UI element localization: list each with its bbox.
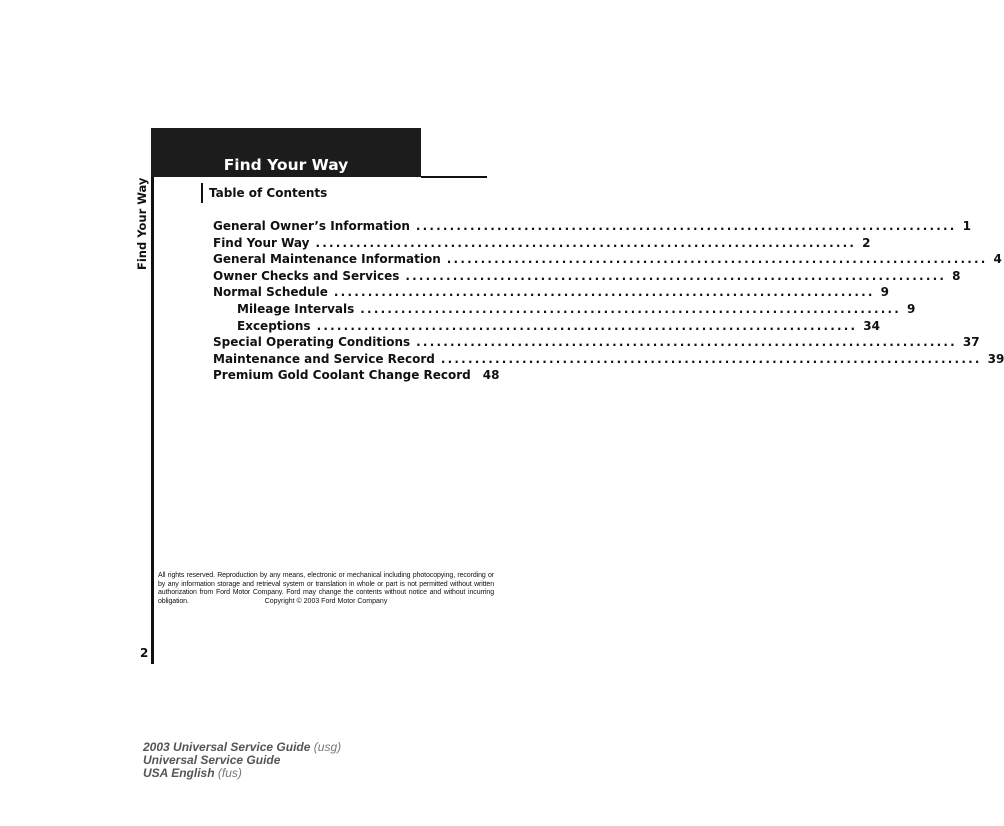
toc-entry-page: 39	[987, 351, 1004, 366]
toc-entry-page: 34	[863, 318, 880, 333]
toc-entry[interactable]	[213, 351, 1004, 369]
toc-entry-label: Owner Checks and Services	[213, 268, 400, 283]
toc-leader-dots: ................................................................................	[446, 252, 988, 267]
toc-entry-page: 1	[962, 219, 971, 233]
toc-leader-dots: ................................................................................	[360, 301, 901, 316]
toc-entry-page: 4	[993, 252, 1002, 267]
toc-leader-dots: ................................................................................	[333, 285, 875, 300]
toc-entry-page: 48	[482, 368, 500, 383]
toc-entry[interactable]	[213, 219, 971, 236]
toc-leader-dots: ................................................................................	[440, 351, 982, 366]
legal-notice: All rights reserved. Reproduction by any means, electronic or mechanical including photocopying, recording or by any information storage and retrieval system or translation in whole or part is not permitted without written authorization from Ford Motor Company. Ford may change the contents without notice and without incurring obligation.	[158, 572, 494, 605]
toc-entry-label: Normal Schedule	[213, 285, 328, 300]
toc-entry-label: Exceptions	[237, 318, 311, 333]
toc-entry-label: Find Your Way	[213, 235, 310, 250]
toc-entry[interactable]	[213, 268, 961, 286]
footer-guide-title: 2003 Universal Service Guide	[143, 740, 311, 754]
footer-line-3	[143, 767, 341, 780]
toc-leader-dots: ................................................................................	[405, 268, 947, 283]
toc-entry-label: Maintenance and Service Record	[213, 351, 435, 366]
header-underline	[421, 176, 487, 178]
toc-entry-page: 37	[962, 335, 980, 350]
toc-leader-dots: ................................................................................	[316, 318, 858, 333]
page-number: 2	[140, 646, 149, 660]
toc-entry-page: 8	[952, 268, 961, 283]
left-margin-rule	[151, 128, 154, 664]
toc-entry-page: 9	[906, 301, 916, 316]
footer-language-code: (fus)	[217, 766, 242, 780]
footer-guide-name: Universal Service Guide	[143, 753, 281, 767]
toc-entry-label: Special Operating Conditions	[213, 335, 411, 350]
footer-guide-code: (usg)	[313, 740, 342, 754]
toc-entry[interactable]	[213, 335, 980, 352]
toc-entry-label: Mileage Intervals	[237, 301, 355, 316]
toc-entry[interactable]	[213, 368, 500, 385]
toc-entry-page: 2	[862, 235, 871, 250]
copyright-line: Copyright © 2003 Ford Motor Company	[264, 598, 388, 605]
toc-entry[interactable]	[213, 285, 889, 302]
toc-entry[interactable]	[213, 252, 1002, 269]
toc-leader-dots: ................................................................................	[415, 219, 957, 233]
toc-entry[interactable]	[213, 301, 916, 319]
toc-entry-label: General Owner’s Information	[213, 219, 410, 233]
toc-leader-dots: ................................................................................	[315, 235, 857, 250]
side-tab-label: Find Your Way	[135, 177, 149, 271]
toc-entry-page: 9	[880, 285, 889, 300]
toc-entry[interactable]	[213, 235, 871, 253]
toc-entry-label: Premium Gold Coolant Change Record	[213, 368, 471, 383]
document-footer	[143, 741, 341, 780]
toc-heading-marker	[201, 183, 203, 203]
toc-leader-dots: ................................................................................	[416, 335, 957, 350]
toc-list	[213, 219, 1004, 385]
toc-entry-label: General Maintenance Information	[213, 252, 441, 267]
page-title: Find Your Way	[223, 156, 349, 174]
footer-language: USA English	[143, 766, 215, 780]
toc-heading: Table of Contents	[209, 186, 328, 200]
toc-entry[interactable]	[213, 318, 880, 336]
